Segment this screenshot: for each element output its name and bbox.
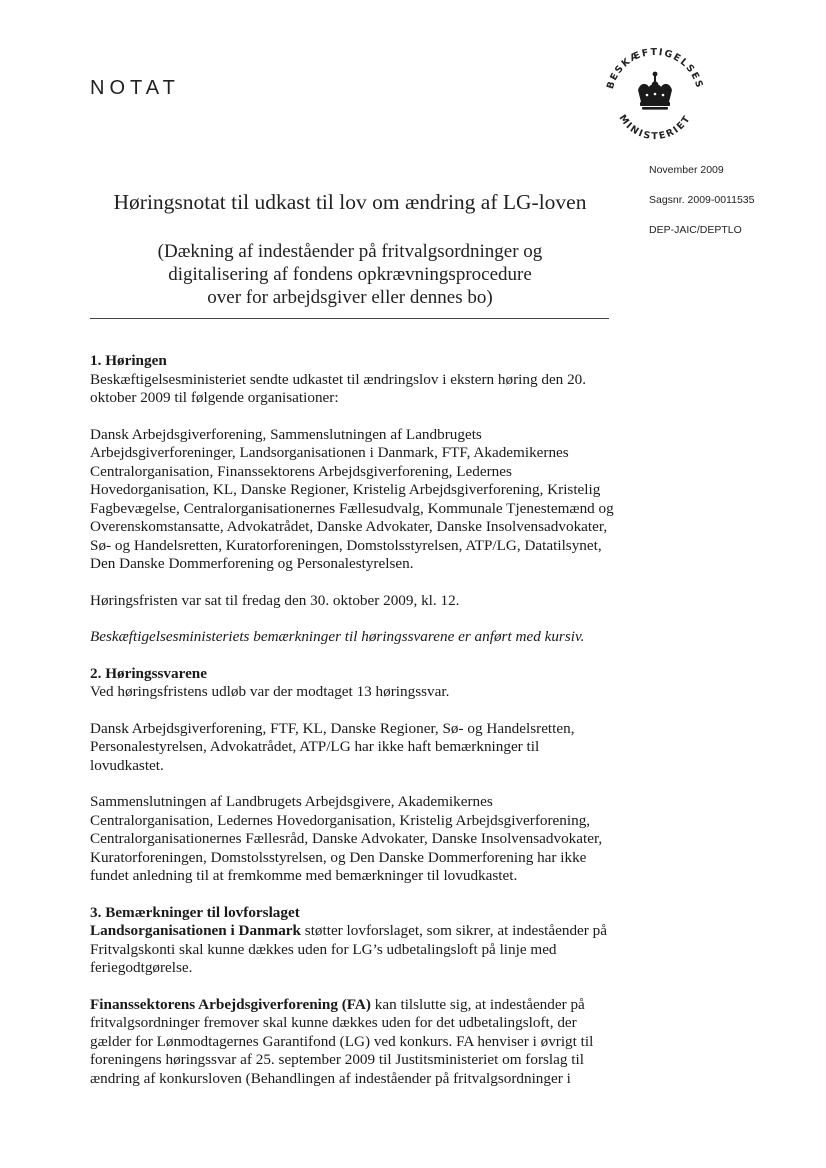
- paragraph-text: kan tilslutte sig, at indeståender på fritvalgsordninger fremover skal kunne dækkes uden for det udbetalingsloft, der gælder for Lønmodtagernes Garantifond (LG) ved konkurs. FA henviser i øvrigt til foreningens høringssvar af 25. september 2009 til Justitsministeriet om forslag til ændring af konkursloven (Behandlingen af indeståender på fritvalgsordninger i: [90, 995, 594, 1087]
- paragraph: [90, 922, 615, 978]
- department-code: DEP-JAIC/DEPTLO: [649, 224, 742, 236]
- paragraph: Sammenslutningen af Landbrugets Arbejdsgivere, Akademikernes Centralorganisation, Ledernes Hovedorganisation, Kristelig Arbejdsgiverforening, Centralorganisationernes Fællesråd, Danske Advokater, Danske Insolvensadvokater, Kuratorforeningen, Domstolsstyrelsen, og Den Danske Dommerforening har ikke fundet anledning til at fremkomme med bemærkninger til lovudkastet.: [90, 793, 603, 884]
- paragraph: Dansk Arbejdsgiverforening, Sammenslutningen af Landbrugets Arbejdsgiverforeninger, Landsorganisationen i Danmark, FTF, Akademikernes Centralorganisation, Finanssektorens Arbejdsgiverforening, Ledernes Hovedorganisation, KL, Danske Regioner, Kristelig Arbejdsgiverforening, Kristelig Fagbevægelse, Centralorganisationernes Fællesudvalg, Kommunale Tjenestemænd og Overenskomstansatte, Advokatrådet, Danske Advokater, Danske Insolvensadvokater, Sø- og Handelsretten, Kuratorforeningen, Domstolsstyrelsen, ATP/LG, Datatilsynet, Den Danske Dommerforening og Personalestyrelsen.: [90, 425, 614, 572]
- crown-icon: [638, 72, 672, 110]
- org-name-lo: Landsorganisationen i Danmark: [90, 922, 301, 939]
- paragraph-text: støtter lovforslaget, som sikrer, at indeståender på Fritvalgskonti skal kunne dækkes uden for LG’s udbetalingsloft på linje med feriegodtgørelse.: [90, 922, 607, 976]
- paragraph: [90, 996, 615, 1089]
- document-subtitle: [90, 240, 610, 309]
- logo-text-top-path: BESKÆFTIGELSES: [604, 46, 706, 91]
- logo-text-bottom: [616, 113, 693, 142]
- paragraph-italic-note: Beskæftigelsesministeriets bemærkninger til høringssvarene er anført med kursiv.: [90, 628, 585, 645]
- section-heading-hoeringen: 1. Høringen: [90, 352, 167, 369]
- subtitle-line: (Dækning af indeståender på fritvalgsordninger og: [157, 241, 543, 262]
- document-body: [90, 352, 615, 1106]
- date-label: November 2009: [649, 164, 724, 176]
- document-title: Høringsnotat til udkast til lov om ændring af LG-loven: [113, 190, 587, 214]
- paragraph: Høringsfristen var sat til fredag den 30. oktober 2009, kl. 12.: [90, 591, 460, 609]
- section-heading-bemaerkninger: 3. Bemærkninger til lovforslaget: [90, 903, 300, 921]
- ministry-crown-logo: [596, 36, 714, 146]
- case-number: Sagsnr. 2009-0011535: [649, 194, 755, 206]
- subtitle-line: digitalisering af fondens opkrævningsprocedure: [168, 264, 532, 285]
- org-name-fa: Finanssektorens Arbejdsgiverforening (FA): [90, 995, 371, 1013]
- logo-text-bottom-path: MINISTERIET: [616, 112, 694, 143]
- subtitle-line: over for arbejdsgiver eller dennes bo): [207, 287, 493, 308]
- paragraph: Ved høringsfristens udløb var der modtaget 13 høringssvar.: [90, 683, 450, 700]
- paragraph: Dansk Arbejdsgiverforening, FTF, KL, Danske Regioner, Sø- og Handelsretten, Personalestyrelsen, Advokatrådet, ATP/LG har ikke haft bemærkninger til lovudkastet.: [90, 719, 575, 774]
- section-heading-hoeringssvarene: 2. Høringssvarene: [90, 664, 207, 682]
- document-type-label: NOTAT: [90, 77, 180, 99]
- title-divider: [90, 318, 609, 319]
- paragraph: Beskæftigelsesministeriet sendte udkastet til ændringslov i ekstern høring den 20. oktober 2009 til følgende organisationer:: [90, 370, 587, 406]
